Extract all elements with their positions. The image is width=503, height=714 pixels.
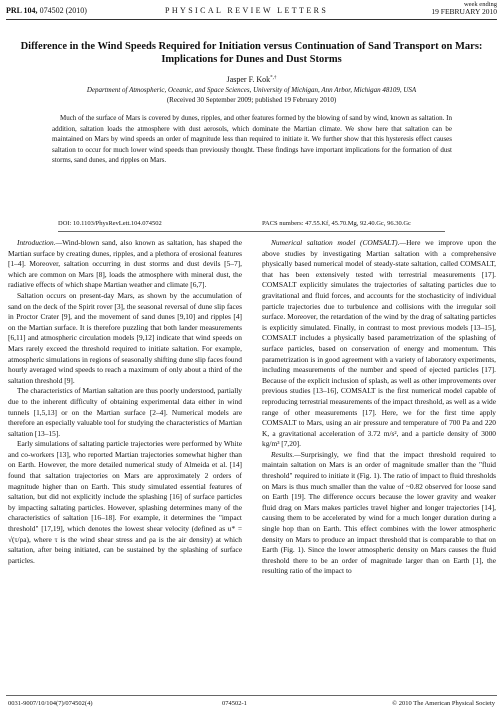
doi-link[interactable]: DOI: 10.1103/PhysRevLett.104.074502 [58, 220, 162, 227]
header-rule [6, 19, 497, 20]
footer-rule [6, 695, 497, 696]
pacs-numbers: PACS numbers: 47.55.Kf, 45.70.Mg, 92.40.Gc, 96.30.Gc [262, 220, 411, 227]
journal-name: PHYSICAL REVIEW LETTERS [165, 6, 329, 15]
paragraph-text: Saltation occurs on present-day Mars, as shown by the accumulation of sand on the deck of the Spirit rover [3], the seasonal reversal of dune slip faces in Proctor Crater [9], and the movement of sand dunes [9,10] and ripples [4] on the Martian surface. It is therefore puzzling that both lander measurements [6,11] and atmospheric circulation models [9,12] indicate that wind speeds on Mars rarely exceed the threshold required to initiate saltation. For example, atmospheric simulations in regions of seasonally shifting dune slip faces found hourly averaged wind speeds to reach a maximum of only about a third of the saltation threshold [9]. [8, 290, 242, 385]
metadata-rule [58, 231, 445, 232]
issue-date [431, 1, 497, 15]
section-lead: Numerical saltation model (COMSALT).— [271, 238, 407, 247]
author-footnote-marks: *,† [270, 75, 277, 81]
copyright: © 2010 The American Physical Society [392, 700, 495, 707]
paragraph-text: Here we improve upon the above studies by investigating Martian saltation with a comprehensive physically based numerical model of steady-state saltation, called COMSALT, that has been extensively tested with terrestrial measurements [17]. COMSALT explicitly simulates the trajectories of saltating particles due to gravitational and fluid forces, and accounts for the stochasticity of individual particle trajectories due to turbulence and collisions with the irregular soil surface. Moreover, the retardation of the wind by the drag of saltating particles is explicitly simulated. Finally, in contrast to most previous models [13–15], COMSALT includes a physically based parametrization of the splashing of surface particles, based on conservation of energy and momentum. This parametrization is in good agreement with a variety of laboratory experiments, including measurements of the number and speed of ejected particles [17]. Because of the explicit inclusion of splash, as well as other improvements over previous studies [13–16], COMSALT is the first numerical model capable of reproducing terrestrial measurements of the impact threshold, as well as a wide range of other measurements [17]. Here, we for the first time apply COMSALT to Mars, using an air pressure and temperature of 700 Pa and 220 K, a gravitational acceleration of 3.72 m/s², and a particle density of 3000 kg/m³ [7,20]. [262, 238, 496, 449]
article-code: 0031-9007/10/104(7)/074502(4) [8, 700, 93, 707]
paragraph [8, 439, 242, 566]
section-lead: Introduction.— [17, 238, 63, 247]
paragraph [8, 291, 242, 386]
paragraph [262, 450, 496, 577]
abstract: Much of the surface of Mars is covered by dunes, ripples, and other features formed by the blowing of sand by wind, known as saltation. In addition, saltation loads the atmosphere with dust aerosols, which dominate the Martian climate. We show here that saltation can be maintained on Mars by wind speeds an order of magnitude less than required to initiate it. We further show that this hysteresis effect causes saltation to occur for much lower wind speeds than previously thought. These findings have important implications for the formation of dust storms, sand dunes, and ripples on Mars. [52, 114, 452, 164]
paragraph [8, 386, 242, 439]
paragraph-text: Wind-blown sand, also known as saltation, has shaped the Martian surface by creating dunes, ripples, and a plethora of erosional features [1–4]. Moreover, saltation occurring in dust storms and dust devils [5–7], which are common on Mars [8], loads the atmosphere with mineral dust, the radiative effects of which shape Martian weather and climate [6,7]. [8, 238, 242, 290]
issue-date-value: 19 FEBRUARY 2010 [431, 7, 497, 16]
paragraph-text: Early simulations of saltating particle trajectories were performed by White and co-workers [13], who reported Martian trajectories somewhat higher than on Earth. However, the more detailed numerical study of Almeida et al. [14] found that saltation trajectories on Mars are approximately 2 orders of magnitude higher than on Earth. This study simulated essential features of saltation, but did not explicitly include the splashing [16] of surface particles by impacting saltating particles. However, splashing determines many of the characteristics of saltation [16–18]. For example, it determines the "impact threshold" [17,19], which denotes the lowest shear velocity (defined as u* = √(τ/ρa), where τ is the wind shear stress and ρa is the air density) at which saltation, after being initiated, can be sustained by the splashing of surface particles. [8, 439, 242, 565]
affiliation: Department of Atmospheric, Oceanic, and Space Sciences, University of Michigan, Ann Arbor, Michigan 48109, USA [86, 86, 417, 94]
received-dates: (Received 30 September 2009; published 19 February 2010) [166, 96, 337, 104]
author-line [0, 75, 503, 84]
week-ending-label: week ending [463, 1, 497, 8]
page-number: 074502-1 [222, 700, 247, 707]
running-header [0, 0, 503, 20]
author-name: Jasper F. Kok [226, 75, 271, 84]
paragraph [262, 238, 496, 450]
body-column-right [262, 238, 496, 682]
paragraph-text: Surprisingly, we find that the impact threshold required to maintain saltation on Mars is an order of magnitude smaller than the "fluid threshold" required to initiate it (Fig. 1). The ratio of impact to fluid thresholds on Mars is thus much smaller than the value of ~0.82 observed for loose sand on Earth [19]. The difference occurs because the lower gravity and weaker fluid drag on Mars makes particles travel higher and longer trajectories [14], causing them to be accelerated by wind for a much longer duration during a single hop than on Earth. This effect combines with the lower atmospheric density on Mars to produce an impact threshold that is comparable to that on Earth (Fig. 1). Since the lower atmospheric density on Mars causes the fluid threshold there to be an order of magnitude larger than on Earth [1], the resulting ratio of the impact to [262, 449, 496, 576]
paragraph [8, 238, 242, 291]
body-column-left [8, 238, 242, 682]
journal-reference: PRL 104, 074502 (2010) [6, 6, 87, 15]
article-title: Difference in the Wind Speeds Required for Initiation versus Continuation of Sand Transport on Mars: Implications for Dunes and Dust Storms [20, 41, 483, 65]
section-lead: Results.— [271, 449, 301, 459]
paragraph-text: The characteristics of Martian saltation are thus poorly understood, partially due to the inherent difficulty of obtaining experimental data either in wind tunnels [1,5,13] or on the Martian surface [2–4]. Numerical models are therefore an especially valuable tool for studying the characteristics of Martian saltation [13–15]. [8, 386, 242, 438]
